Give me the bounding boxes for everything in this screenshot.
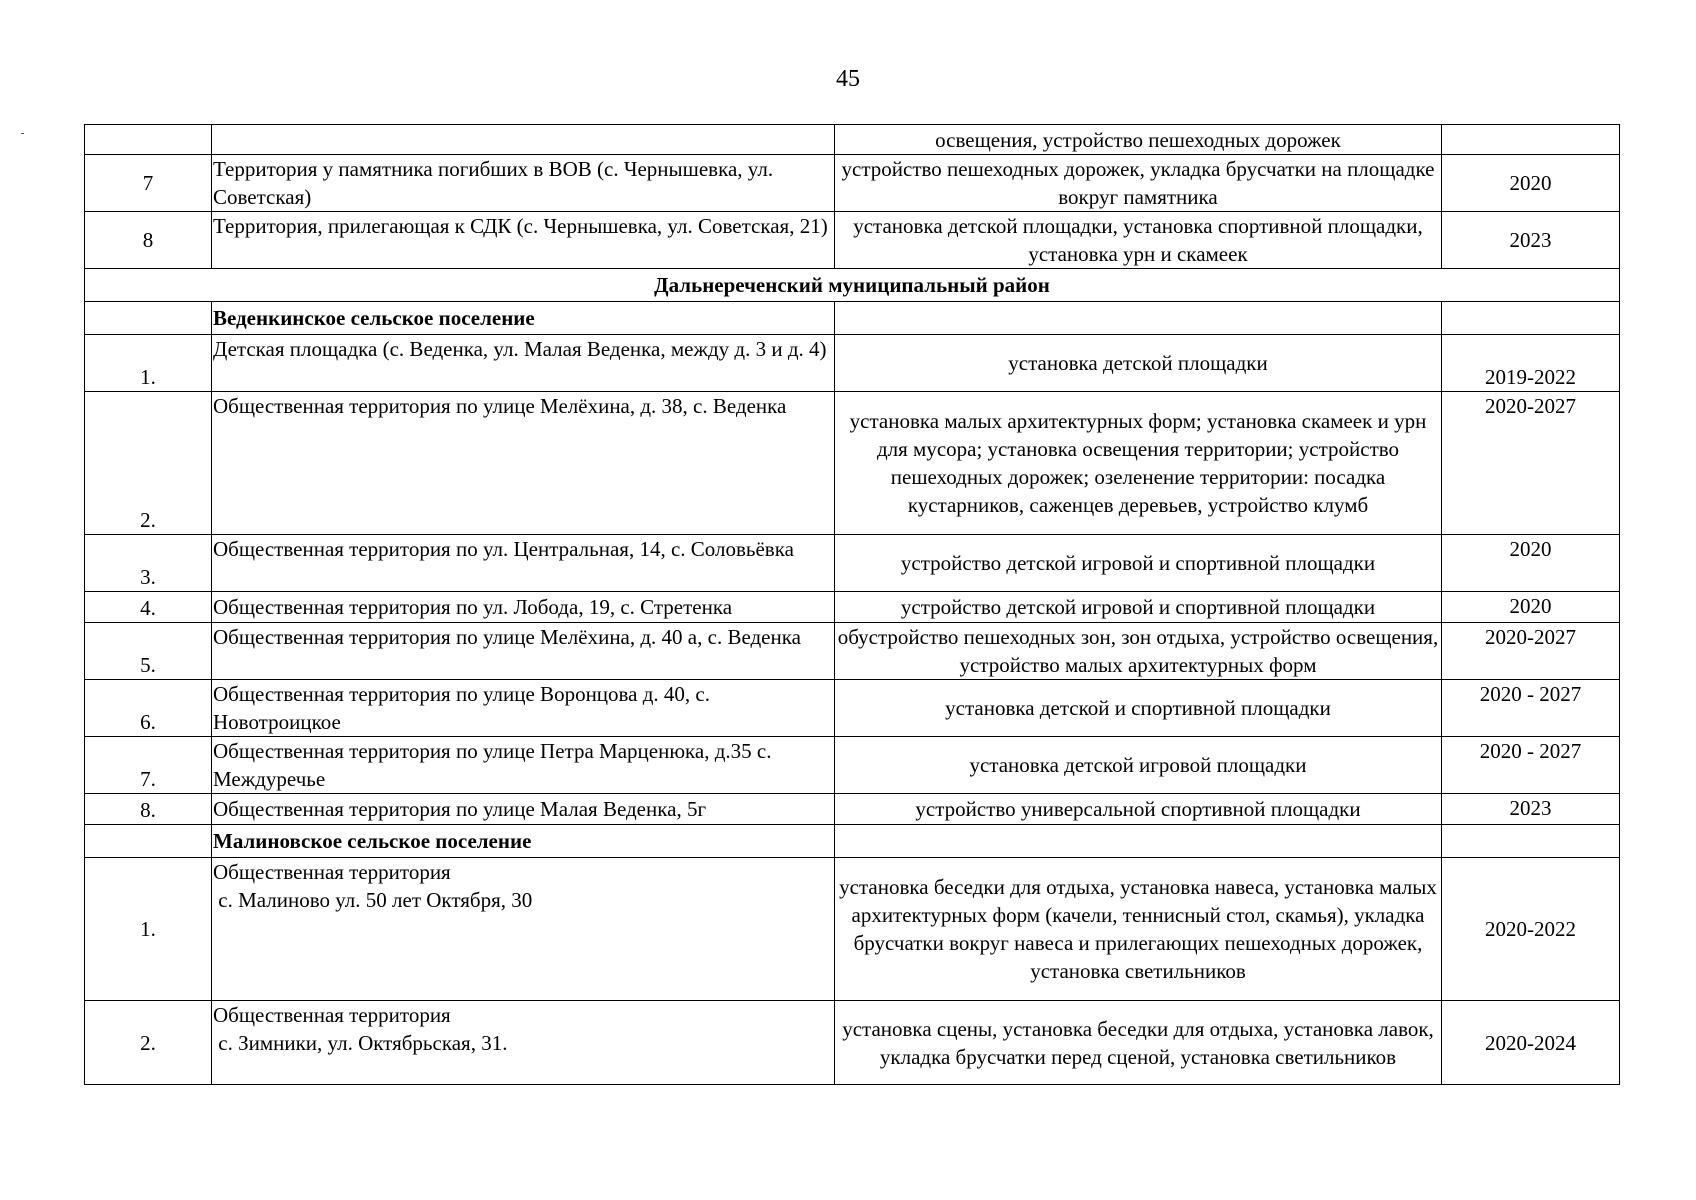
territory-name: Территория у памятника погибших в ВОВ (с. Чернышевка, ул. Советская) <box>212 155 835 212</box>
table-row <box>85 680 1620 737</box>
row-number: 8 <box>85 212 212 269</box>
table-row <box>85 212 1620 269</box>
table-row <box>85 1001 1620 1085</box>
implementation-years: 2020-2027 <box>1442 392 1620 535</box>
work-description: устройство пешеходных дорожек, укладка брусчатки на площадке вокруг памятника <box>835 155 1442 212</box>
territory-name: Общественная территория по улице Мелёхина, д. 40 а, с. Веденка <box>212 623 835 680</box>
table-row <box>85 737 1620 794</box>
row-number <box>85 125 212 155</box>
territory-name: Общественная территория по ул. Лобода, 19, с. Стретенка <box>212 592 835 623</box>
implementation-years <box>1442 125 1620 155</box>
row-number <box>85 825 212 858</box>
row-number: 7. <box>85 737 212 794</box>
scan-artifact <box>21 133 24 134</box>
table-row <box>85 335 1620 392</box>
row-number: 5. <box>85 623 212 680</box>
territory-name: Общественная территория по ул. Центральная, 14, с. Соловьёвка <box>212 535 835 592</box>
row-number: 7 <box>85 155 212 212</box>
implementation-years: 2020 <box>1442 592 1620 623</box>
table-row <box>85 535 1620 592</box>
row-number: 8. <box>85 794 212 825</box>
table-row <box>85 623 1620 680</box>
implementation-years: 2020-2024 <box>1442 1001 1620 1085</box>
implementation-years: 2020 - 2027 <box>1442 737 1620 794</box>
work-description: установка детской и спортивной площадки <box>835 680 1442 737</box>
work-description: установка сцены, установка беседки для отдыха, установка лавок, укладка брусчатки перед сценой, установка светильников <box>835 1001 1442 1085</box>
work-description: устройство универсальной спортивной площадки <box>835 794 1442 825</box>
implementation-years: 2023 <box>1442 794 1620 825</box>
implementation-years: 2020 <box>1442 155 1620 212</box>
row-number: 2. <box>85 392 212 535</box>
row-number: 6. <box>85 680 212 737</box>
work-description: обустройство пешеходных зон, зон отдыха, устройство освещения, устройство малых архитектурных форм <box>835 623 1442 680</box>
table-row <box>85 794 1620 825</box>
table-row <box>85 392 1620 535</box>
territory-name: Детская площадка (с. Веденка, ул. Малая Веденка, между д. 3 и д. 4) <box>212 335 835 392</box>
row-number: 3. <box>85 535 212 592</box>
territory-name: Общественная территория с. Малиново ул. 50 лет Октября, 30 <box>212 858 835 1001</box>
territory-name: Общественная территория по улице Мелёхина, д. 38, с. Веденка <box>212 392 835 535</box>
territory-name: Общественная территория с. Зимники, ул. Октябрьская, 31. <box>212 1001 835 1085</box>
territory-name <box>212 125 835 155</box>
settlement-header-row <box>85 302 1620 335</box>
work-description <box>835 302 1442 335</box>
row-number: 1. <box>85 335 212 392</box>
work-description <box>835 825 1442 858</box>
district-heading: Дальнереченский муниципальный район <box>85 269 1620 302</box>
work-description: установка малых архитектурных форм; установка скамеек и урн для мусора; установка освещения территории; устройство пешеходных дорожек; озеленение территории: посадка кустарников, саженцев деревьев, устройство клумб <box>835 392 1442 535</box>
territory-name: Общественная территория по улице Малая Веденка, 5г <box>212 794 835 825</box>
territory-name: Общественная территория по улице Петра Марценюка, д.35 с. Междуречье <box>212 737 835 794</box>
implementation-years: 2019-2022 <box>1442 335 1620 392</box>
implementation-years: 2020 <box>1442 535 1620 592</box>
improvement-table <box>84 124 1620 1085</box>
table-row <box>85 125 1620 155</box>
settlement-heading: Веденкинское сельское поселение <box>212 302 835 335</box>
page-number: 45 <box>836 66 860 92</box>
implementation-years: 2020 - 2027 <box>1442 680 1620 737</box>
work-description: освещения, устройство пешеходных дорожек <box>835 125 1442 155</box>
implementation-years: 2020-2027 <box>1442 623 1620 680</box>
work-description: установка детской площадки, установка спортивной площадки, установка урн и скамеек <box>835 212 1442 269</box>
implementation-years <box>1442 302 1620 335</box>
work-description: устройство детской игровой и спортивной площадки <box>835 535 1442 592</box>
work-description: установка беседки для отдыха, установка навеса, установка малых архитектурных форм (качели, теннисный стол, скамья), укладка брусчатки вокруг навеса и прилегающих пешеходных дорожек, установка светильников <box>835 858 1442 1001</box>
row-number: 4. <box>85 592 212 623</box>
territory-name: Территория, прилегающая к СДК (с. Чернышевка, ул. Советская, 21) <box>212 212 835 269</box>
settlement-heading: Малиновское сельское поселение <box>212 825 835 858</box>
table-row <box>85 155 1620 212</box>
implementation-years: 2020-2022 <box>1442 858 1620 1001</box>
table-row <box>85 592 1620 623</box>
work-description: устройство детской игровой и спортивной площадки <box>835 592 1442 623</box>
row-number: 1. <box>85 858 212 1001</box>
implementation-years: 2023 <box>1442 212 1620 269</box>
implementation-years <box>1442 825 1620 858</box>
territory-name: Общественная территория по улице Воронцова д. 40, с. Новотроицкое <box>212 680 835 737</box>
work-description: установка детской площадки <box>835 335 1442 392</box>
row-number: 2. <box>85 1001 212 1085</box>
district-header-row <box>85 269 1620 302</box>
settlement-header-row <box>85 825 1620 858</box>
table-row <box>85 858 1620 1001</box>
row-number <box>85 302 212 335</box>
work-description: установка детской игровой площадки <box>835 737 1442 794</box>
